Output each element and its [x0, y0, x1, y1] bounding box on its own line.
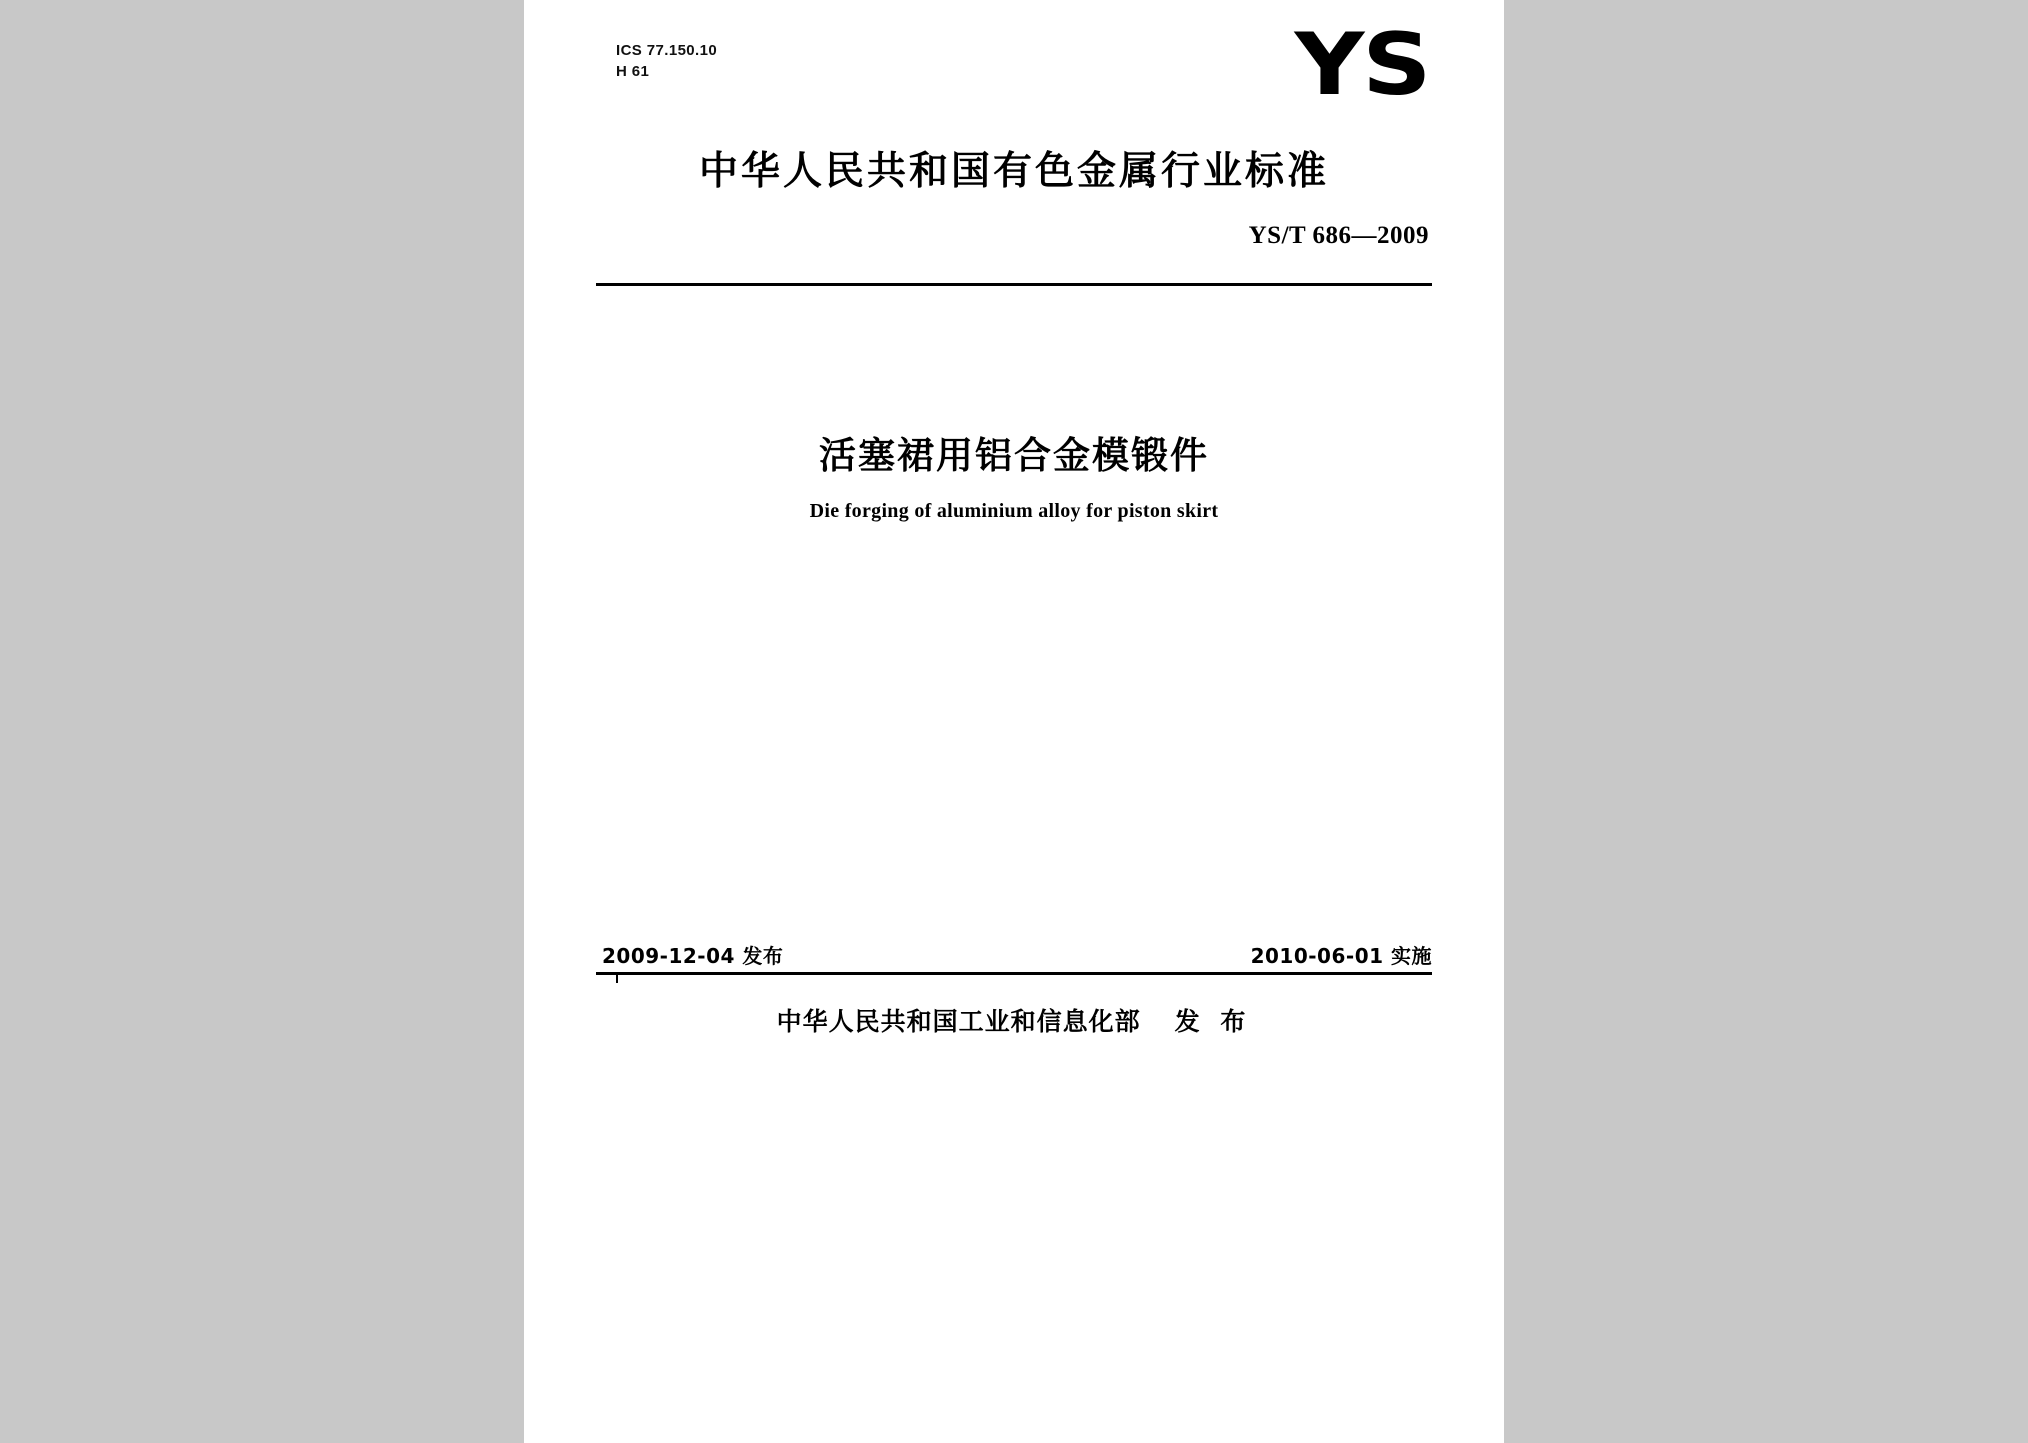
footer-divider [596, 972, 1432, 975]
publisher-verb: 发 布 [1174, 1007, 1252, 1036]
standard-cover-page [524, 0, 1504, 1443]
header-divider [596, 283, 1432, 286]
effective-date: 2010-06-01 实施 [1250, 944, 1432, 968]
document-title-english: Die forging of aluminium alloy for piston skirt [809, 500, 1219, 522]
ics-number: ICS 77.150.10 [616, 42, 718, 59]
ccs-number: H 61 [616, 63, 650, 80]
issue-date: 2009-12-04 发布 [602, 944, 784, 968]
document-title-chinese: 活塞裙用铝合金模锻件 [819, 434, 1209, 477]
ys-logo: YS [1294, 15, 1429, 115]
standard-authority-title: 中华人民共和国有色金属行业标准 [698, 149, 1329, 194]
ics-classification [616, 40, 717, 82]
footer-tick-mark [616, 975, 618, 983]
publisher-name: 中华人民共和国工业和信息化部 [776, 1007, 1141, 1036]
publisher-line [524, 1002, 1504, 1038]
standard-number: YS/T 686—2009 [1248, 222, 1429, 249]
